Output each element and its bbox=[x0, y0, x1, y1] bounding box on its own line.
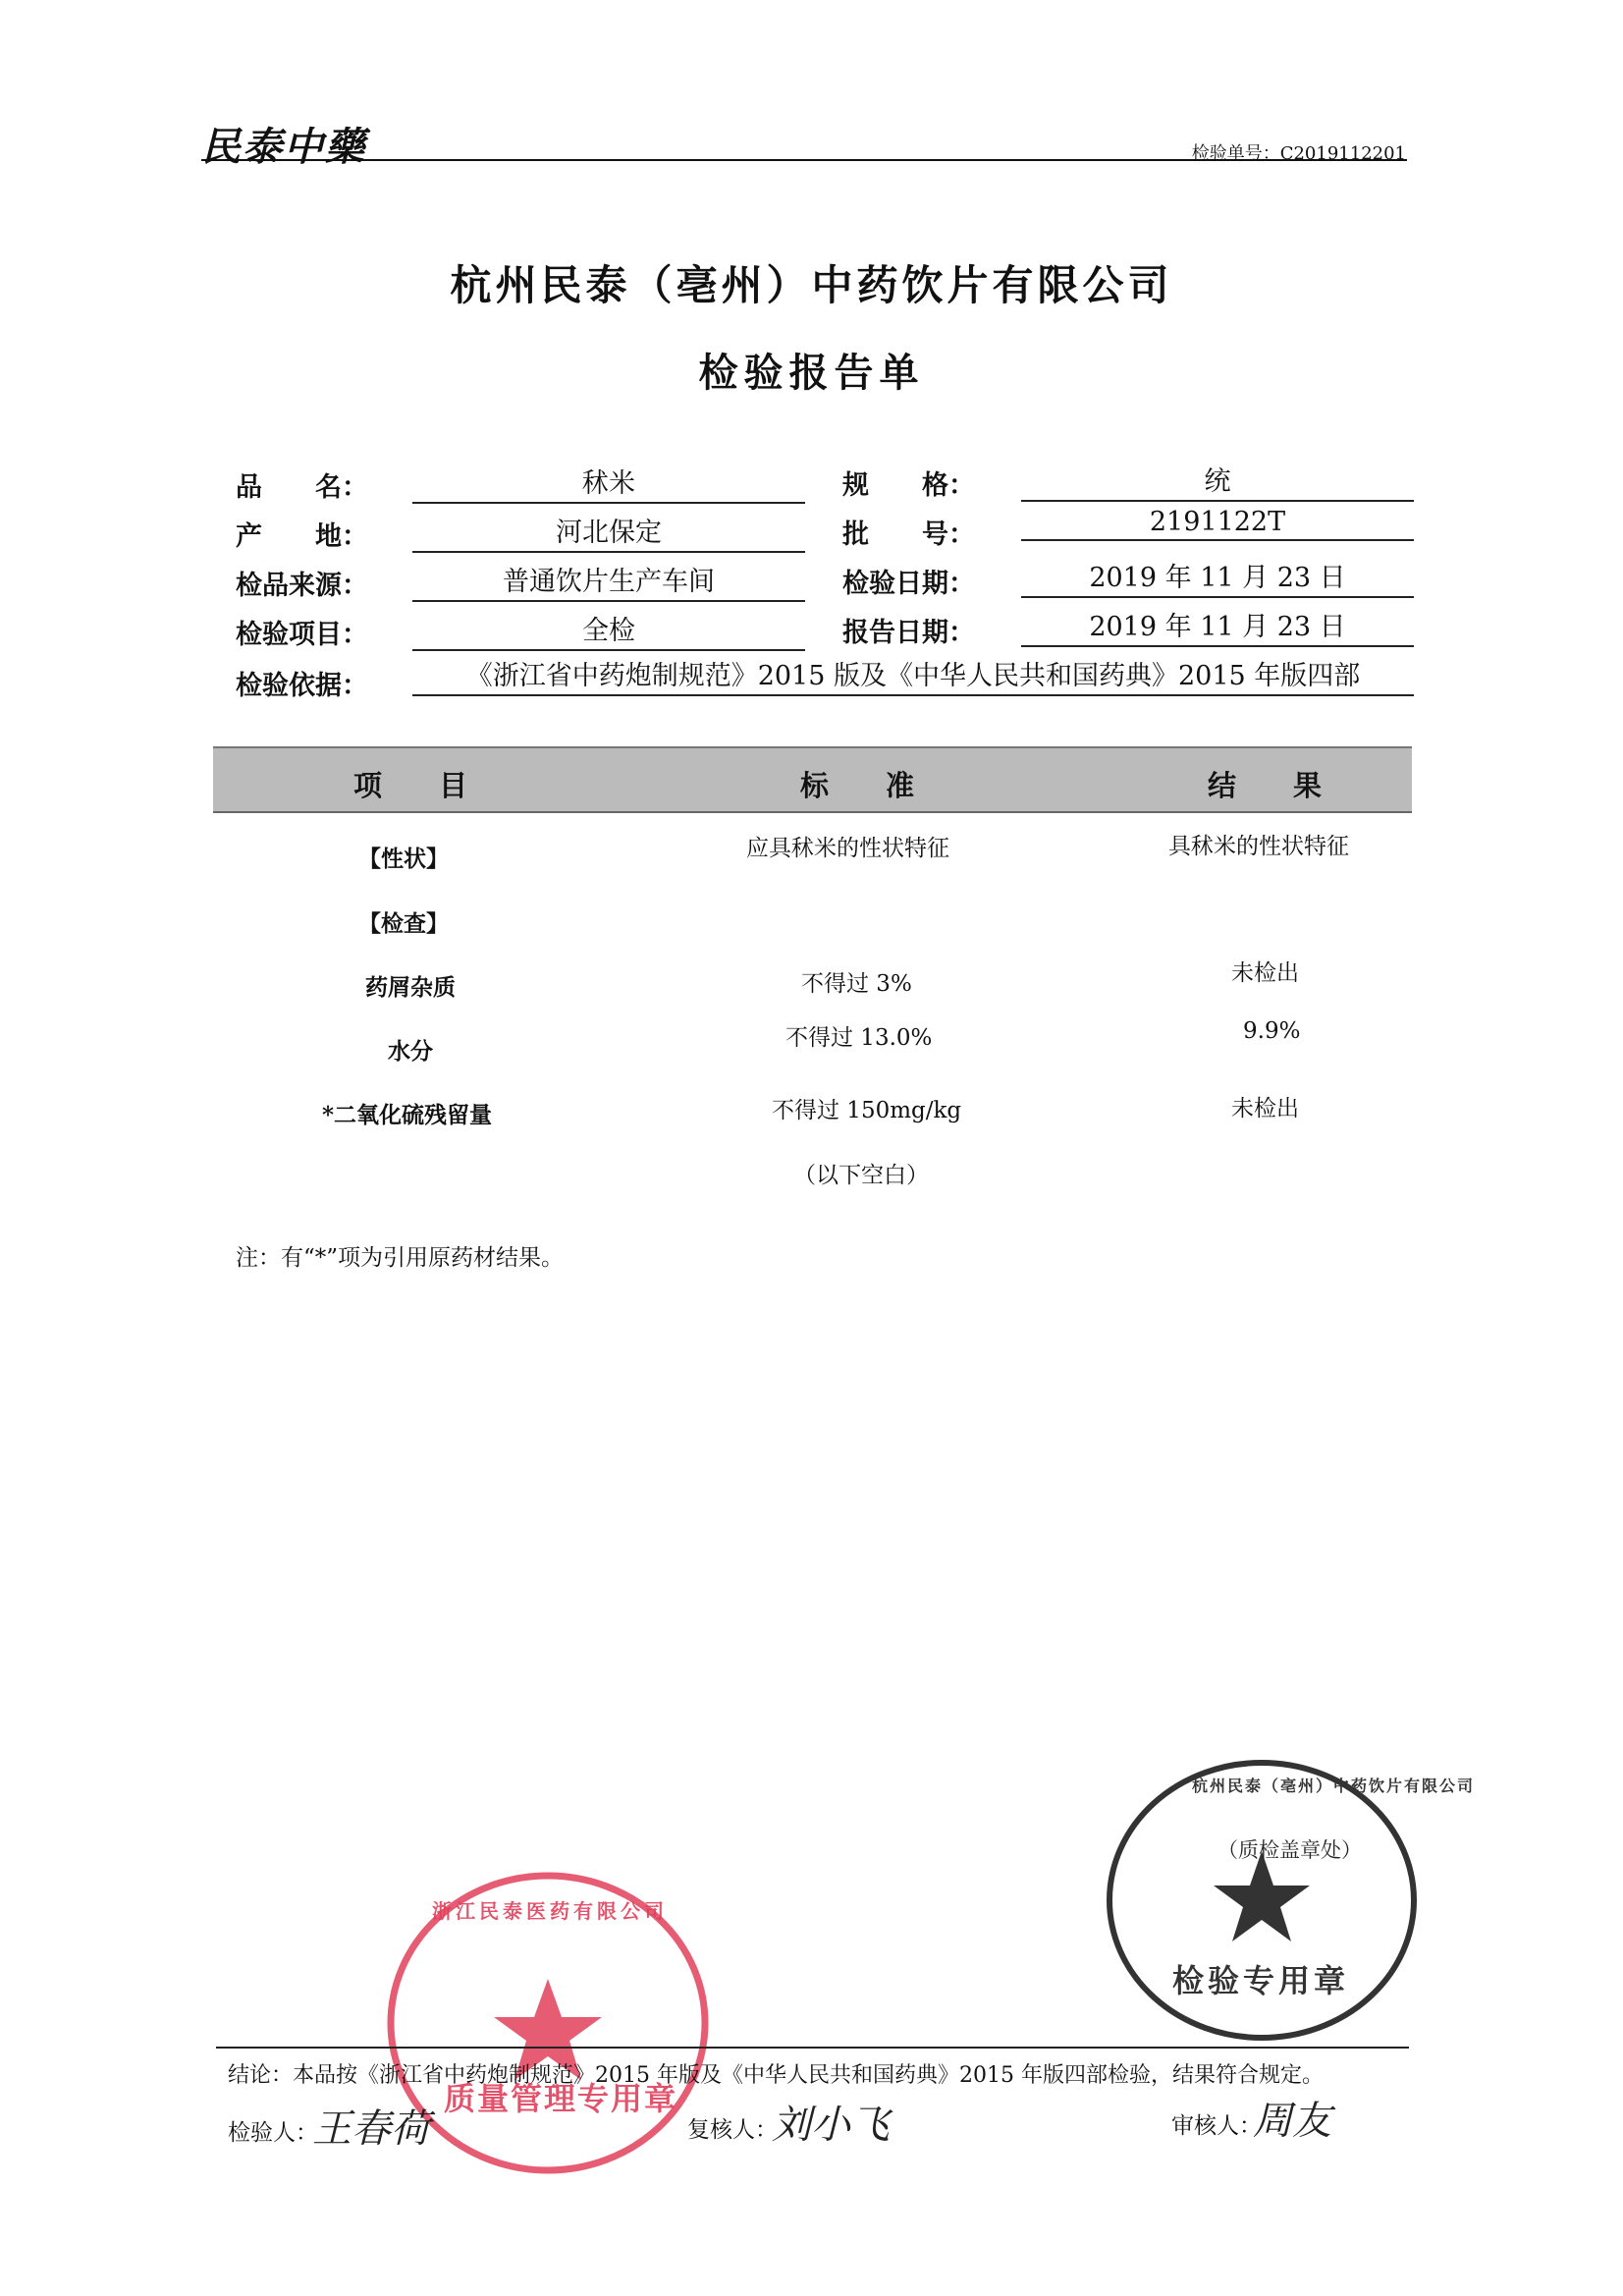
header-item: 项 目 bbox=[353, 769, 468, 802]
item-value: 全检 bbox=[412, 609, 805, 651]
reviewer-signature: 刘小飞 bbox=[772, 2103, 890, 2148]
item-label: 检验项目： bbox=[236, 620, 368, 650]
inspector-signature: 王春荷 bbox=[312, 2106, 430, 2152]
origin-value: 河北保定 bbox=[412, 511, 805, 553]
inspection-stamp-star bbox=[1214, 1851, 1310, 1941]
header-divider bbox=[201, 159, 1407, 161]
company-logo: 民泰中藥 bbox=[201, 124, 366, 170]
approver-label: 审核人： bbox=[1171, 2113, 1262, 2139]
approver-signature: 周友 bbox=[1253, 2099, 1331, 2144]
quality-stamp-text: 浙江民泰医药有限公司 bbox=[432, 1899, 668, 1923]
basis-label: 检验依据： bbox=[236, 671, 368, 701]
document-number: 检验单号：C2019112201 bbox=[1191, 143, 1406, 164]
inspector-label: 检验人： bbox=[228, 2120, 318, 2146]
conclusion-text: 结论：本品按《浙江省中药炮制规范》2015 年版及《中华人民共和国药典》2015 年版四部检验，结果符合规定。 bbox=[228, 2063, 1324, 2088]
row-item: 药屑杂质 bbox=[365, 974, 456, 1001]
conclusion-divider bbox=[216, 2047, 1409, 2049]
row-result: 具秫米的性状特征 bbox=[1168, 834, 1349, 859]
row-standard: 应具秫米的性状特征 bbox=[746, 836, 949, 861]
row-item: *二氧化硫残留量 bbox=[322, 1102, 493, 1128]
row-standard: 不得过 13.0% bbox=[785, 1025, 933, 1051]
name-label: 品 名： bbox=[236, 472, 368, 503]
footnote: 注：有“*”项为引用原药材结果。 bbox=[236, 1245, 565, 1271]
report-title: 检验报告单 bbox=[698, 350, 925, 396]
inspection-stamp-caption: （质检盖章处） bbox=[1217, 1838, 1362, 1862]
inspection-stamp-text: 杭州民泰（亳州）中药饮片有限公司 bbox=[1192, 1777, 1476, 1795]
row-result: 未检出 bbox=[1231, 960, 1299, 986]
name-value: 秫米 bbox=[412, 462, 805, 504]
quality-stamp-subtitle: 质量管理专用章 bbox=[444, 2080, 678, 2117]
row-result: 9.9% bbox=[1243, 1018, 1301, 1044]
reviewer-label: 复核人： bbox=[687, 2117, 778, 2143]
inspection-stamp-subtitle: 检验专用章 bbox=[1172, 1962, 1350, 1999]
basis-value: 《浙江省中药炮制规范》2015 版及《中华人民共和国药典》2015 年版四部 bbox=[412, 654, 1414, 696]
spec-label: 规 格： bbox=[842, 470, 975, 501]
blank-note: （以下空白） bbox=[793, 1163, 929, 1188]
report-date-value: 2019 年 11 月 23 日 bbox=[1021, 605, 1414, 647]
row-result: 未检出 bbox=[1231, 1096, 1299, 1121]
row-standard: 不得过 3% bbox=[801, 971, 912, 997]
inspect-date-label: 检验日期： bbox=[842, 569, 975, 599]
source-value: 普通饮片生产车间 bbox=[412, 560, 805, 602]
batch-label: 批 号： bbox=[842, 519, 975, 550]
inspection-stamp bbox=[1100, 1753, 1424, 2048]
inspect-date-value: 2019 年 11 月 23 日 bbox=[1021, 556, 1414, 598]
header-standard: 标 准 bbox=[800, 769, 915, 802]
company-title: 杭州民泰（亳州）中药饮片有限公司 bbox=[450, 261, 1173, 309]
row-standard: 不得过 150mg/kg bbox=[772, 1098, 962, 1123]
batch-value: 2191122T bbox=[1021, 507, 1414, 541]
report-date-label: 报告日期： bbox=[842, 618, 975, 648]
row-item: 【性状】 bbox=[358, 846, 449, 872]
row-item: 水分 bbox=[388, 1038, 433, 1065]
source-label: 检品来源： bbox=[236, 571, 368, 601]
row-item: 【检查】 bbox=[358, 910, 449, 937]
spec-value: 统 bbox=[1021, 460, 1414, 502]
header-result: 结 果 bbox=[1208, 769, 1323, 802]
origin-label: 产 地： bbox=[236, 521, 368, 552]
